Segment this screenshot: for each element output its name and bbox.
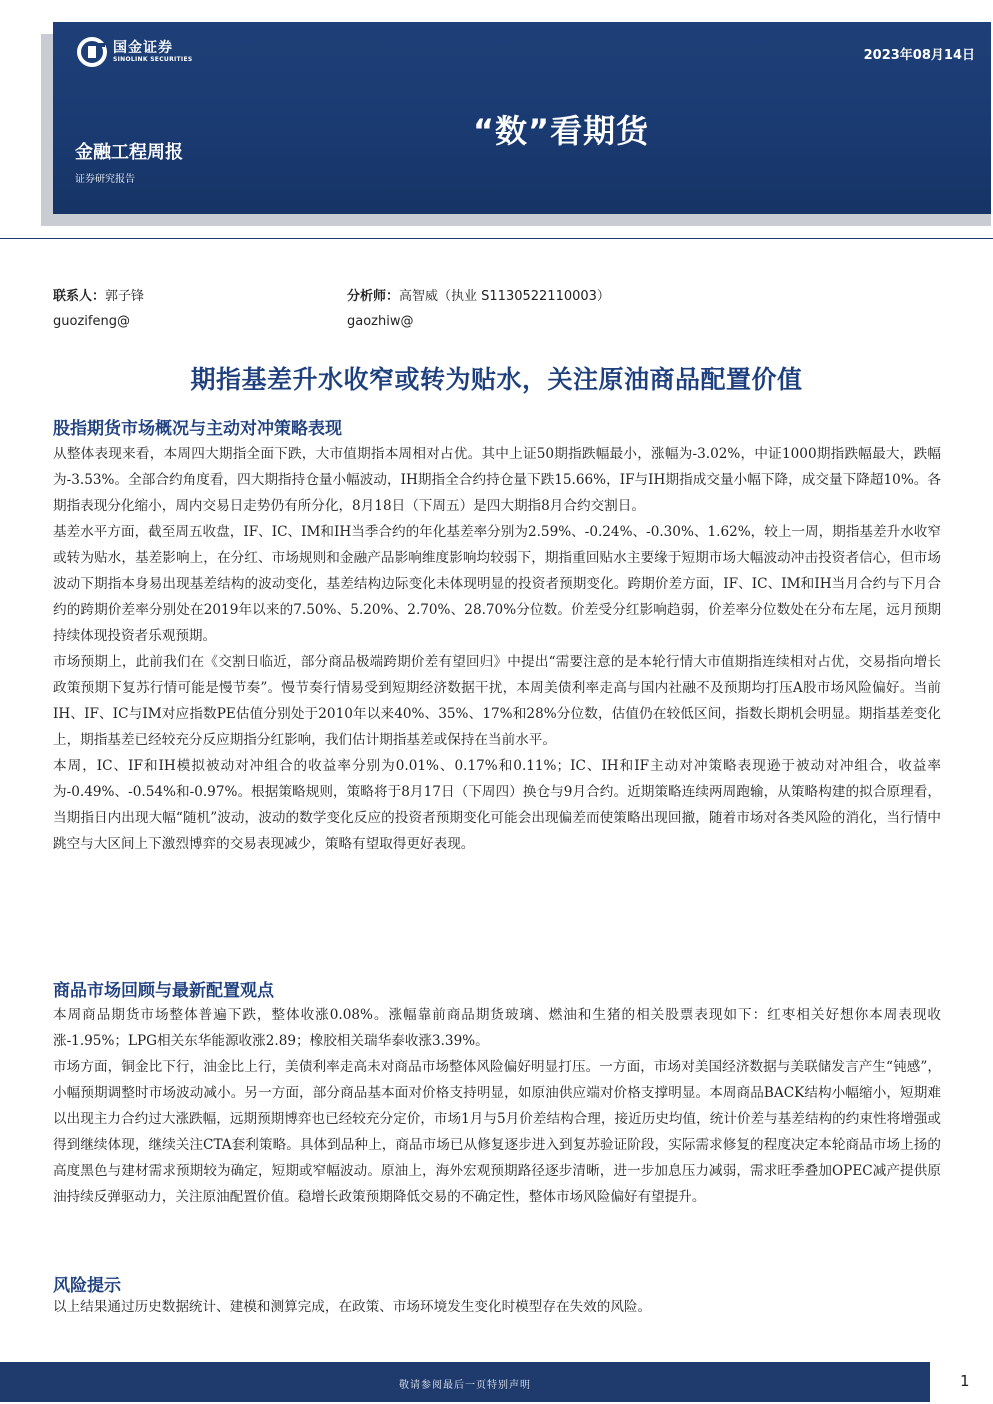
analyst-name: 高智威（执业 S1130522110003） <box>399 289 610 304</box>
paragraph: 从整体表现来看，本周四大期指全面下跌，大市值期指本周相对占优。其中上证50期指跌幅最小，涨幅为-3.02%，中证1000期指跌幅最大，跌幅为-3.53%。全部合约角度看，四大期指持仓量小幅波动，IH期指全合约持仓量下跌15.66%，IF与IH期指成交量小幅下降，成交量下降超10%。各期指表现分化缩小，周内交易日走势仍有所分化，8月18日（下周五）是四大期指8月合约交割日。 <box>53 446 941 514</box>
section-title-commodity: 商品市场回顾与最新配置观点 <box>53 981 274 1001</box>
section-body-commodity <box>53 1002 941 1210</box>
report-headline: 期指基差升水收窄或转为贴水，关注原油商品配置价值 <box>190 365 803 394</box>
paragraph: 以上结果通过历史数据统计、建模和测算完成，在政策、市场环境发生变化时模型存在失效的风险。 <box>53 1299 652 1315</box>
section-body-index-futures <box>53 441 941 857</box>
brand-name-en: SINOLINK SECURITIES <box>113 55 193 63</box>
paragraph: 基差水平方面，截至周五收盘，IF、IC、IM和IH当季合约的年化基差率分别为2.59%、-0.24%、-0.30%、1.62%，较上一周，期指基差升水收窄或转为贴水，基差影响上，在分红、市场规则和金融产品影响维度影响均较弱下，期指重回贴水主要缘于短期市场大幅波动冲击投资者信心，但市场波动下期指本身易出现基差结构的波动变化，基差结构边际变化未体现明显的投资者预期变化。跨期价差方面，IF、IC、IM和IH当月合约与下月合约的跨期价差率分别处在2019年以来的7.50%、5.20%、2.70%、28.70%分位数。价差受分红影响趋弱，价差率分位数处在分布左尾，远月预期持续体现投资者乐观预期。 <box>53 524 941 644</box>
report-kind: 证券研究报告 <box>75 174 135 185</box>
brand-name-cn: 国金证券 <box>113 39 173 56</box>
page-number: 1 <box>960 1372 970 1390</box>
report-title: “数”看期货 <box>473 112 650 150</box>
paragraph: 市场方面，铜金比下行，油金比上行，美债利率走高未对商品市场整体风险偏好明显打压。一方面，市场对美国经济数据与美联储发言产生“钝感”，小幅预期调整时市场波动减小。另一方面，部分商品基本面对价格支持明显，如原油供应端对价格支撑明显。本周商品BACK结构小幅缩小，短期难以出现主力合约过大涨跌幅，远期预期博弈也已经较充分定价，市场1月与5月价差结构合理，接近历史均值，统计价差与基差结构的约束性将增强或得到继续体现，继续关注CTA套利策略。具体到品种上，商品市场已从修复逐步进入到复苏验证阶段，实际需求修复的程度决定本轮商品市场上扬的高度黑色与建材需求预期较为确定，短期或窄幅波动。原油上，海外宏观预期路径逐步清晰，进一步加息压力减弱，需求旺季叠加OPEC减产提供原油持续反弹驱动力，关注原油配置价值。稳增长政策预期降低交易的不确定性，整体市场风险偏好有望提升。 <box>53 1059 941 1205</box>
section-title-risk: 风险提示 <box>53 1276 121 1296</box>
brand-mark-icon <box>77 37 107 67</box>
section-body-risk <box>53 1294 941 1320</box>
paragraph: 本周商品期货市场整体普遍下跌，整体收涨0.08%。涨幅靠前商品期货玻璃、燃油和生猪的相关股票表现如下：红枣相关好想你本周表现收涨-1.95%；LPG相关东华能源收涨2.89；橡胶相关瑞华泰收涨3.39%。 <box>53 1007 941 1049</box>
paragraph: 市场预期上，此前我们在《交割日临近，部分商品极端跨期价差有望回归》中提出“需要注意的是本轮行情大市值期指连续相对占优，交易指向增长政策预期下复苏行情可能是慢节奏”。慢节奏行情易受到短期经济数据干扰，本周美债利率走高与国内社融不及预期均打压A股市场风险偏好。当前IH、IF、IC与IM对应指数PE估值分别处于2010年以来40%、35%、17%和28%分位数，估值仍在较低区间，指数长期机会明显。期指基差变化上，期指基差已经较充分反应期指分红影响，我们估计期指基差或保持在当前水平。 <box>53 654 941 748</box>
header-divider <box>0 238 993 239</box>
contact-person <box>53 285 144 304</box>
paragraph: 本周，IC、IF和IH模拟被动对冲组合的收益率分别为0.01%、0.17%和0.11%；IC、IH和IF主动对冲策略表现逊于被动对冲组合，收益率为-0.49%、-0.54%和-0.97%。根据策略规则，策略将于8月17日（下周四）换仓与9月合约。近期策略连续两周跑输，从策略构建的拟合原理看，当期指日内出现大幅“随机”波动，波动的数学变化反应的投资者预期变化可能会出现偏差而使策略出现回撤，随着市场对各类风险的消化，当行情中跳空与大区间上下激烈博弈的交易表现减少，策略有望取得更好表现。 <box>53 758 941 852</box>
analyst-email[interactable]: gaozhiw@ <box>347 314 414 329</box>
analyst-person <box>347 285 610 304</box>
section-title-index-futures: 股指期货市场概况与主动对冲策略表现 <box>53 419 342 439</box>
analyst-label: 分析师： <box>347 289 400 304</box>
contact-email[interactable]: guozifeng@ <box>53 314 130 329</box>
brand-logo <box>77 37 192 67</box>
report-header <box>53 22 991 214</box>
contact-name: 郭子锋 <box>105 289 145 304</box>
contact-label: 联系人： <box>53 289 106 304</box>
footer-notice: 敬请参阅最后一页特别声明 <box>399 1380 531 1391</box>
report-type: 金融工程周报 <box>75 142 183 163</box>
report-date: 2023年08月14日 <box>863 48 975 63</box>
